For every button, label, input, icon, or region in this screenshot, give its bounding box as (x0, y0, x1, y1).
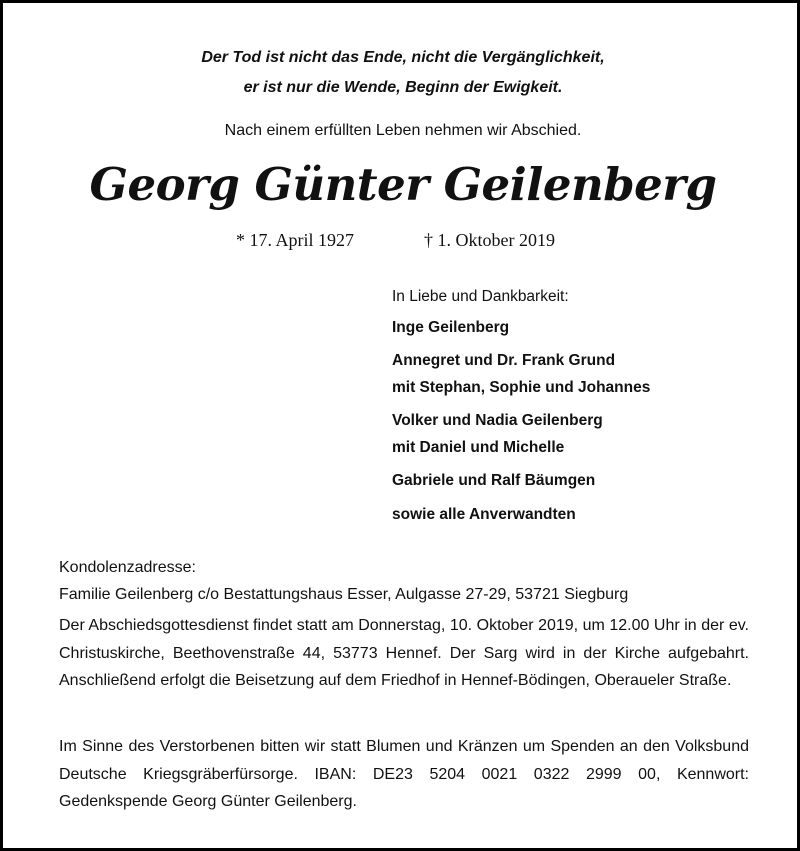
mourners-heading: In Liebe und Dankbarkeit: (392, 288, 569, 305)
mourner-entry: Gabriele und Ralf Bäumgen (392, 472, 596, 489)
mourner-entry: Annegret und Dr. Frank Grund (392, 352, 616, 369)
mourner-entry: Volker und Nadia Geilenberg (392, 412, 603, 429)
mourner-entry: mit Daniel und Michelle (392, 439, 565, 456)
donation-paragraph: Im Sinne des Verstorbenen bitten wir statt Blumen und Kränzen um Spenden an den Volksbund Deutsche Kriegsgräberfürsorge. IBAN: DE23 5204 0021 0322 2999 00, Kennwort: Gedenkspende Georg Günter Geilenberg. (59, 738, 749, 810)
mourner-entry: sowie alle Anverwandten (392, 506, 576, 523)
death-date: † 1. Oktober 2019 (424, 230, 555, 250)
quote-line-1: Der Tod ist nicht das Ende, nicht die Vergänglichkeit, (201, 49, 605, 66)
condolence-address: Familie Geilenberg c/o Bestattungshaus Esser, Aulgasse 27-29, 53721 Siegburg (59, 586, 629, 603)
mourner-entry: mit Stephan, Sophie und Johannes (392, 379, 651, 396)
condolence-label: Kondolenzadresse: (59, 559, 196, 576)
quote-line-2: er ist nur die Wende, Beginn der Ewigkeit. (243, 79, 563, 96)
deceased-name: Georg Günter Geilenberg (89, 158, 717, 211)
mourner-entry: Inge Geilenberg (392, 319, 510, 336)
intro-text: Nach einem erfüllten Leben nehmen wir Abschied. (224, 122, 582, 139)
service-paragraph: Der Abschiedsgottesdienst findet statt am Donnerstag, 10. Oktober 2019, um 12.00 Uhr in der ev. Christuskirche, Beethovenstraße 44, 53773 Hennef. Der Sarg wird in der Kirche aufgebahrt. Anschließend erfolgt die Beisetzung auf dem Friedhof in Hennef-Bödingen, Oberaueler Straße. (59, 617, 749, 689)
birth-date: * 17. April 1927 (236, 230, 355, 250)
